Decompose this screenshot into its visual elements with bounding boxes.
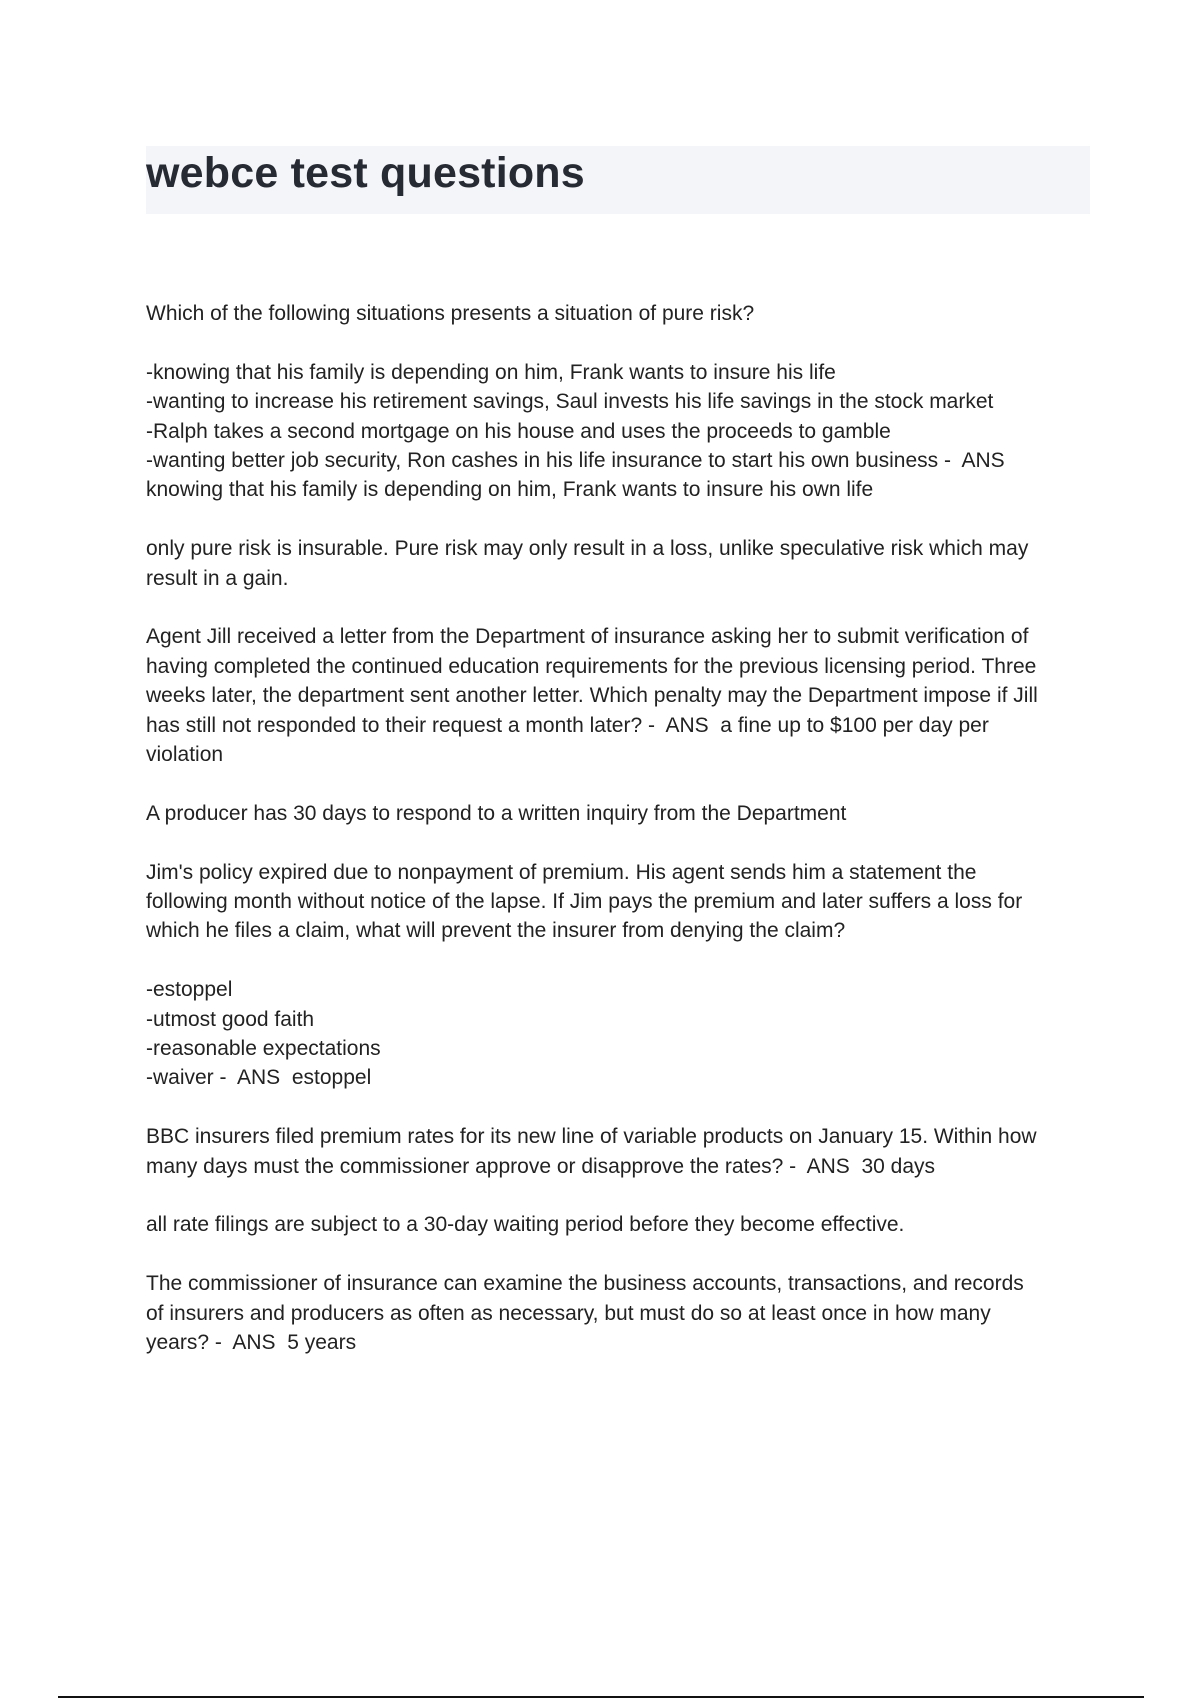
document-body <box>146 299 1096 1387</box>
text-line: years? - ANS 5 years <box>146 1331 357 1355</box>
text-line: only pure risk is insurable. Pure risk may only result in a loss, unlike speculative risk which may <box>146 537 1029 561</box>
footer-divider <box>58 1696 1144 1698</box>
text-line: -waiver - ANS estoppel <box>146 1066 372 1090</box>
text-line: BBC insurers filed premium rates for its new line of variable products on January 15. Within how <box>146 1125 1037 1149</box>
text-line: Jim's policy expired due to nonpayment of premium. His agent sends him a statement the <box>146 860 977 884</box>
text-line: has still not responded to their request a month later? - ANS a fine up to $100 per day per <box>146 713 989 737</box>
paragraph <box>146 1210 1096 1239</box>
text-line: of insurers and producers as often as necessary, but must do so at least once in how many <box>146 1301 991 1325</box>
paragraph <box>146 299 1096 328</box>
text-line: many days must the commissioner approve or disapprove the rates? - ANS 30 days <box>146 1154 936 1178</box>
text-line: -reasonable expectations <box>146 1037 381 1061</box>
paragraph <box>146 858 1096 946</box>
text-line: The commissioner of insurance can examine the business accounts, transactions, and records <box>146 1272 1024 1296</box>
text-line: knowing that his family is depending on him, Frank wants to insure his own life <box>146 478 874 502</box>
text-line: -estoppel <box>146 978 233 1002</box>
text-line: result in a gain. <box>146 566 289 590</box>
paragraph <box>146 534 1096 593</box>
text-line: -knowing that his family is depending on him, Frank wants to insure his life <box>146 360 836 384</box>
text-line: all rate filings are subject to a 30-day waiting period before they become effective. <box>146 1213 905 1237</box>
text-line: which he files a claim, what will prevent the insurer from denying the claim? <box>146 919 846 943</box>
paragraph <box>146 975 1096 1093</box>
text-line: -utmost good faith <box>146 1007 315 1031</box>
paragraph <box>146 1122 1096 1181</box>
text-line: following month without notice of the lapse. If Jim pays the premium and later suffers a loss for <box>146 890 1023 914</box>
text-line: -wanting to increase his retirement savings, Saul invests his life savings in the stock market <box>146 390 994 414</box>
paragraph <box>146 622 1096 769</box>
text-line: Which of the following situations presents a situation of pure risk? <box>146 302 755 325</box>
text-line: -Ralph takes a second mortgage on his house and uses the proceeds to gamble <box>146 419 891 443</box>
paragraph <box>146 358 1096 505</box>
paragraph <box>146 799 1096 828</box>
text-line: -wanting better job security, Ron cashes in his life insurance to start his own business - ANS <box>146 449 1005 473</box>
document-title: webce test questions <box>146 149 585 197</box>
paragraph <box>146 1269 1096 1357</box>
text-line: Agent Jill received a letter from the Department of insurance asking her to submit verification of <box>146 625 1029 649</box>
text-line: violation <box>146 743 224 767</box>
text-line: weeks later, the department sent another letter. Which penalty may the Department impose if Jill <box>146 684 1038 708</box>
text-line: having completed the continued education requirements for the previous licensing period. Three <box>146 654 1037 678</box>
text-line: A producer has 30 days to respond to a written inquiry from the Department <box>146 801 847 825</box>
